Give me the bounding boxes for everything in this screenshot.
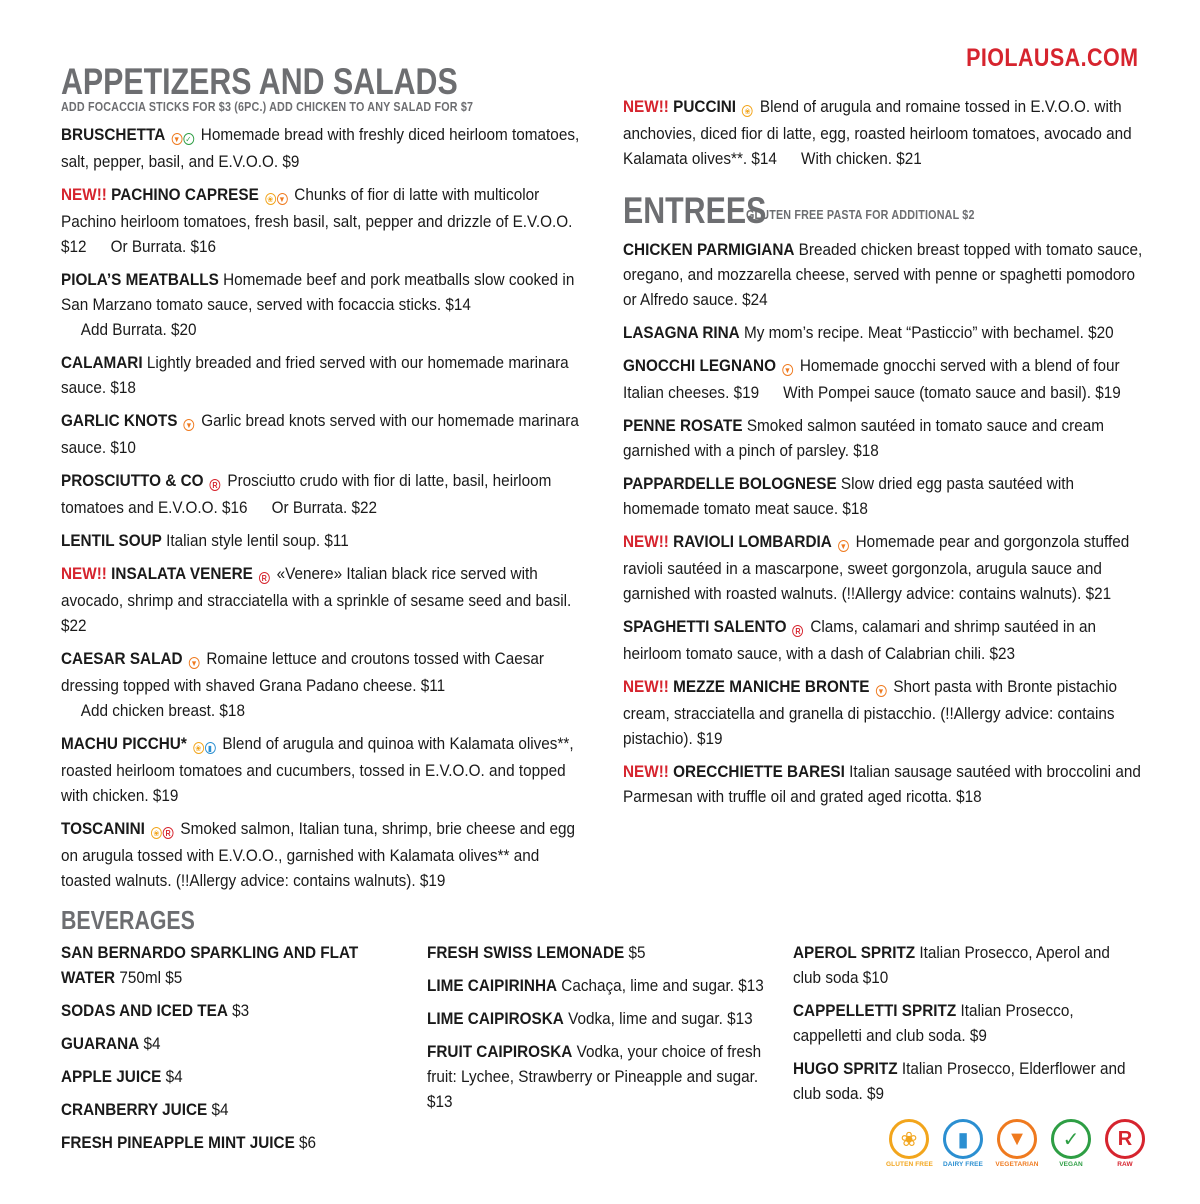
legend-gluten-free: [886, 1119, 932, 1168]
beverage-name: APPLE JUICE: [61, 1067, 162, 1086]
item-name: RAVIOLI LOMBARDIA: [673, 532, 832, 551]
item-name: INSALATA VENERE: [111, 564, 253, 583]
new-tag: NEW!!: [623, 762, 669, 781]
appetizers-column: [61, 61, 591, 893]
beverage-name: HUGO SPRITZ: [793, 1059, 898, 1078]
new-tag: NEW!!: [623, 677, 669, 696]
dairy-free-icon: ▮: [943, 1119, 983, 1159]
vegan-icon: ✓: [183, 133, 194, 145]
dietary-badges: [171, 124, 194, 149]
menu-item: [623, 94, 1152, 171]
entrees-subtitle: GLUTEN FREE PASTA FOR ADDITIONAL $2: [746, 208, 975, 222]
appetizers-list: [61, 122, 591, 893]
menu-item: [61, 816, 590, 893]
beverage-name: SODAS AND ICED TEA: [61, 1001, 228, 1020]
menu-item: [61, 468, 590, 520]
item-description: Homemade pear and gorgonzola stuffed ravioli sautéed in a mascarpone, sweet gorgonzola, arugula sauce and garnished with roasted walnuts. (!!Allergy advice: contains walnuts). $21: [623, 532, 1130, 603]
dietary-badges: [184, 410, 196, 435]
beverage-item: [793, 998, 1133, 1048]
item-name: SPAGHETTI SALENTO: [623, 617, 787, 636]
beverages-section: [61, 905, 1161, 1152]
item-name: LENTIL SOUP: [61, 531, 162, 550]
entrees-title: ENTREES: [623, 190, 767, 231]
menu-item: [61, 122, 590, 174]
item-name: MEZZE MANICHE BRONTE: [673, 677, 870, 696]
raw-icon: R: [210, 479, 221, 491]
beverage-item: [427, 940, 767, 965]
dietary-badges: [210, 470, 222, 495]
right-column: [623, 94, 1153, 809]
beverage-name: SAN BERNARDO SPARKLING AND FLAT WATER: [61, 943, 359, 987]
vegetarian-icon: ▼: [877, 687, 885, 696]
beverage-description: Vodka, your choice of fresh fruit: Lychee, Strawberry or Pineapple and sugar. $13: [427, 1042, 762, 1111]
beverage-name: LIME CAIPIRINHA: [427, 976, 558, 995]
beverage-description: 750ml $5: [119, 968, 183, 987]
item-name: CHICKEN PARMIGIANA: [623, 240, 795, 259]
dietary-badges: [838, 531, 850, 556]
dietary-badges: [793, 616, 805, 641]
beverage-item: [61, 1064, 401, 1089]
legend-label: VEGETARIAN: [995, 1161, 1039, 1168]
menu-item: [61, 350, 590, 400]
dietary-badges: [193, 733, 216, 758]
dietary-badges: [265, 184, 288, 209]
beverages-title: BEVERAGES: [61, 905, 195, 935]
beverages-column: [61, 940, 401, 1163]
menu-item: [623, 353, 1152, 405]
beverage-description: $6: [299, 1133, 317, 1152]
item-description: Italian sausage sautéed with broccolini and Parmesan with truffle oil and grated aged ricotta. $18: [623, 762, 1141, 806]
gluten-free-icon: ❀: [265, 193, 276, 205]
beverage-description: Vodka, lime and sugar. $13: [568, 1009, 753, 1028]
dietary-badges: [259, 563, 271, 588]
item-description: Chunks of fior di latte with multicolor Pachino heirloom tomatoes, fresh basil, salt, pepper and drizzle of E.V.O.O. $12: [61, 185, 573, 256]
website-link[interactable]: PIOLAUSA.COM: [965, 44, 1138, 72]
beverage-description: Italian Prosecco, cappelletti and club soda. $9: [793, 1001, 1074, 1045]
item-description: Clams, calamari and shrimp sautéed in an heirloom tomato sauce, with a dash of Calabrian chili. $23: [623, 617, 1097, 663]
vegetarian-icon: ▼: [173, 135, 181, 144]
item-extra-option: Add Burrata. $20: [80, 320, 197, 339]
item-extra-option: Add chicken breast. $18: [80, 701, 245, 720]
item-description: Breaded chicken breast topped with tomato sauce, oregano, and mozzarella cheese, served with penne or spaghetti pomodoro or Alfredo sauce. $24: [623, 240, 1143, 309]
item-description: Lightly breaded and fried served with our homemade marinara sauce. $18: [61, 353, 569, 397]
vegetarian-icon: ▼: [185, 421, 193, 430]
menu-item: [623, 471, 1152, 521]
item-name: PENNE ROSATE: [623, 416, 743, 435]
menu-item: [61, 528, 590, 553]
legend-label: DAIRY FREE: [942, 1161, 983, 1168]
item-name: CALAMARI: [61, 353, 143, 372]
new-tag: NEW!!: [61, 185, 107, 204]
beverage-name: FRESH SWISS LEMONADE: [427, 943, 625, 962]
salad-continued-list: [623, 94, 1153, 171]
dietary-badges: [876, 676, 888, 701]
raw-icon: R: [1105, 1119, 1145, 1159]
beverage-description: Italian Prosecco, Aperol and club soda $10: [793, 943, 1110, 987]
item-name: PIOLA’S MEATBALLS: [61, 270, 219, 289]
legend-vegetarian: [994, 1119, 1040, 1168]
beverage-item: [61, 940, 401, 990]
menu-item: [61, 731, 590, 808]
raw-icon: R: [259, 572, 270, 584]
vegetarian-icon: ▼: [190, 659, 198, 668]
gluten-free-icon: ❀: [889, 1119, 929, 1159]
beverage-description: $4: [165, 1067, 183, 1086]
beverage-item: [427, 1006, 767, 1031]
item-name: MACHU PICCHU*: [61, 734, 187, 753]
beverage-name: LIME CAIPIROSKA: [427, 1009, 564, 1028]
beverage-item: [427, 973, 767, 998]
item-description: Short pasta with Bronte pistachio cream, stracciatella and granella di pistacchio. (!!Allergy advice: contains pistachio). $19: [623, 677, 1118, 748]
vegetarian-icon: ▼: [997, 1119, 1037, 1159]
item-name: GARLIC KNOTS: [61, 411, 178, 430]
entrees-list: [623, 237, 1153, 809]
menu-item: [623, 320, 1152, 345]
gluten-free-icon: ❀: [193, 742, 204, 754]
item-description: «Venere» Italian black rice served with avocado, shrimp and stracciatella with a sprinkle of sesame seed and basil. $22: [61, 564, 572, 635]
dietary-badges: [151, 818, 174, 843]
item-name: ORECCHIETTE BARESI: [673, 762, 845, 781]
item-description: Blend of arugula and quinoa with Kalamata olives**, roasted heirloom tomatoes and cucumbers, tossed in E.V.O.O. and topped with chicken. $19: [61, 734, 574, 805]
appetizers-title: APPETIZERS AND SALADS: [61, 61, 458, 102]
vegetarian-icon: ▼: [783, 366, 792, 375]
menu-item: [623, 413, 1152, 463]
item-name: PUCCINI: [673, 97, 737, 116]
item-description: Romaine lettuce and croutons tossed with Caesar dressing topped with shaved Grana Padano cheese. $11: [61, 649, 545, 695]
beverage-description: $3: [232, 1001, 250, 1020]
beverage-name: GUARANA: [61, 1034, 140, 1053]
beverage-name: CAPPELLETTI SPRITZ: [793, 1001, 957, 1020]
beverage-description: $5: [628, 943, 646, 962]
beverage-name: APEROL SPRITZ: [793, 943, 916, 962]
beverage-item: [793, 940, 1133, 990]
menu-item: [61, 561, 590, 638]
item-description: Slow dried egg pasta sautéed with homemade tomato meat sauce. $18: [623, 474, 1074, 518]
item-description: Garlic bread knots served with our homemade marinara sauce. $10: [61, 411, 579, 457]
item-description: Blend of arugula and romaine tossed in E.V.O.O. with anchovies, diced fior di latte, egg, roasted heirloom tomatoes, avocado and Kalamata olives**. $14: [623, 97, 1132, 168]
menu-item: [61, 646, 590, 723]
gluten-free-icon: ❀: [151, 827, 162, 839]
item-name: BRUSCHETTA: [61, 125, 166, 144]
beverage-description: $4: [143, 1034, 161, 1053]
new-tag: NEW!!: [61, 564, 107, 583]
dairy-free-icon: ▮: [205, 742, 216, 754]
item-description: Homemade gnocchi served with a blend of four Italian cheeses. $19: [623, 356, 1120, 402]
legend-raw: [1102, 1119, 1148, 1168]
item-name: PAPPARDELLE BOLOGNESE: [623, 474, 837, 493]
vegetarian-icon: ▼: [839, 542, 847, 551]
raw-icon: R: [793, 625, 804, 637]
item-name: PACHINO CAPRESE: [111, 185, 259, 204]
item-extra-option: With chicken. $21: [801, 149, 922, 168]
legend-vegan: [1048, 1119, 1094, 1168]
item-name: GNOCCHI LEGNANO: [623, 356, 776, 375]
menu-item: [623, 237, 1152, 312]
menu-item: [61, 267, 590, 342]
beverage-item: [61, 1031, 401, 1056]
legend-label: VEGAN: [1059, 1161, 1083, 1168]
item-description: Italian style lentil soup. $11: [166, 531, 349, 550]
raw-icon: R: [163, 827, 174, 839]
item-name: TOSCANINI: [61, 819, 145, 838]
beverage-item: [61, 1097, 401, 1122]
beverage-name: CRANBERRY JUICE: [61, 1100, 208, 1119]
legend-label: GLUTEN FREE: [886, 1161, 933, 1168]
dietary-badges: [742, 96, 754, 121]
item-name: PROSCIUTTO & CO: [61, 471, 204, 490]
beverage-item: [793, 1056, 1133, 1106]
new-tag: NEW!!: [623, 532, 669, 551]
menu-item: [623, 529, 1152, 606]
beverage-description: $4: [211, 1100, 229, 1119]
item-name: CAESAR SALAD: [61, 649, 183, 668]
item-description: Homemade beef and pork meatballs slow cooked in San Marzano tomato sauce, served with focaccia sticks. $14: [61, 270, 575, 314]
menu-item: [61, 182, 590, 259]
dietary-badges: [782, 355, 794, 380]
menu-item: [623, 674, 1152, 751]
beverages-column: [427, 940, 767, 1122]
gluten-free-icon: ❀: [742, 105, 753, 117]
item-description: Prosciutto crudo with fior di latte, basil, heirloom tomatoes and E.V.O.O. $16: [61, 471, 552, 517]
menu-item: [61, 408, 590, 460]
entrees-header: [623, 190, 1153, 231]
beverage-name: FRUIT CAIPIROSKA: [427, 1042, 573, 1061]
legend-dairy-free: [940, 1119, 986, 1168]
beverage-description: Italian Prosecco, Elderflower and club soda. $9: [793, 1059, 1126, 1103]
appetizers-subtitle: ADD FOCACCIA STICKS FOR $3 (6PC.) ADD CHICKEN TO ANY SALAD FOR $7: [61, 100, 474, 114]
item-description: My mom’s recipe. Meat “Pasticcio” with bechamel. $20: [743, 323, 1114, 342]
item-extra-option: Or Burrata. $16: [110, 237, 217, 256]
beverages-column: [793, 940, 1133, 1114]
item-description: Smoked salmon sautéed in tomato sauce and cream garnished with a pinch of parsley. $18: [623, 416, 1105, 460]
item-description: Smoked salmon, Italian tuna, shrimp, brie cheese and egg on arugula tossed with E.V.O.O., garnished with Kalamata olives** and toasted walnuts. (!!Allergy advice: contains walnuts). $19: [61, 819, 576, 890]
vegan-icon: ✓: [1051, 1119, 1091, 1159]
new-tag: NEW!!: [623, 97, 669, 116]
dietary-badges: [189, 648, 201, 673]
beverage-item: [427, 1039, 767, 1114]
menu-item: [623, 614, 1152, 666]
item-extra-option: Or Burrata. $22: [271, 498, 378, 517]
legend-label: RAW: [1117, 1161, 1133, 1168]
item-description: Homemade bread with freshly diced heirloom tomatoes, salt, pepper, basil, and E.V.O.O. $9: [61, 125, 580, 171]
vegetarian-icon: ▼: [278, 195, 286, 204]
item-extra-option: With Pompei sauce (tomato sauce and basil). $19: [783, 383, 1121, 402]
item-name: LASAGNA RINA: [623, 323, 740, 342]
dietary-legend: [886, 1119, 1148, 1168]
beverage-item: [61, 998, 401, 1023]
beverage-description: Cachaça, lime and sugar. $13: [561, 976, 764, 995]
beverage-item: [61, 1130, 401, 1155]
beverage-name: FRESH PINEAPPLE MINT JUICE: [61, 1133, 295, 1152]
menu-item: [623, 759, 1152, 809]
